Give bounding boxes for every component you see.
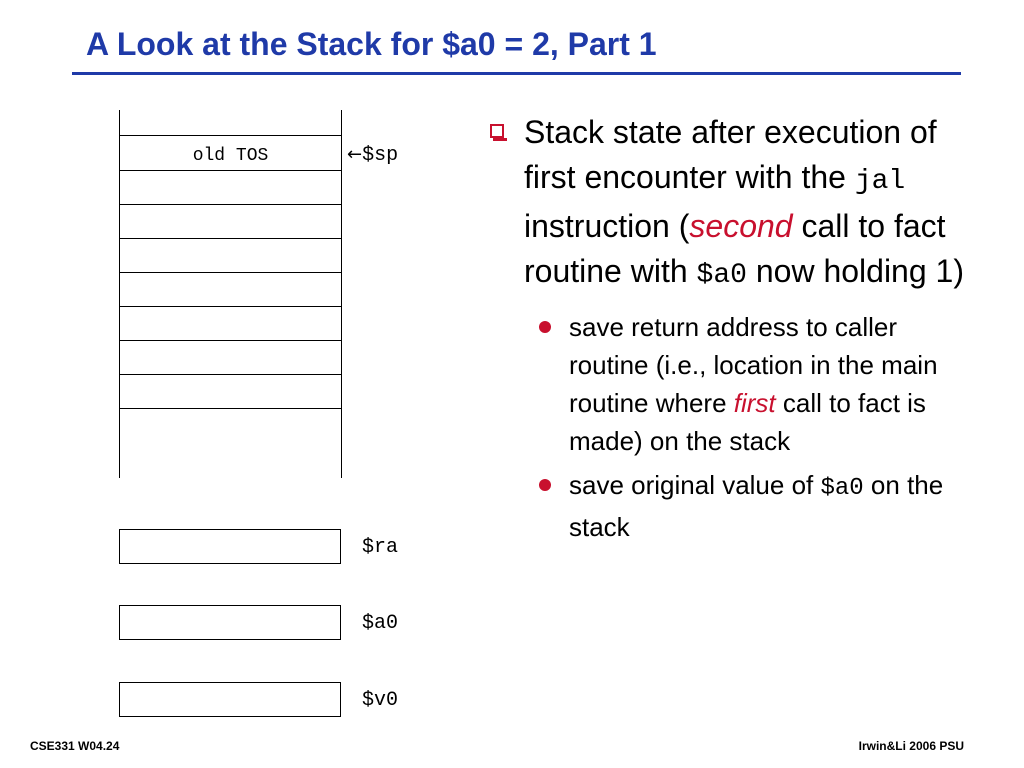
register-label-v0: $v0 bbox=[362, 689, 399, 712]
stack-cell-border bbox=[120, 238, 341, 239]
code-a0: $a0 bbox=[820, 475, 864, 502]
main-bullet-text: now holding 1) bbox=[746, 253, 964, 289]
main-bullet-text: call to fact routine with bbox=[524, 208, 946, 289]
stack-diagram bbox=[119, 110, 342, 478]
stack-cell-border bbox=[120, 374, 341, 375]
stack-cell-border bbox=[120, 135, 341, 136]
round-bullet-icon bbox=[539, 479, 551, 491]
register-box-v0 bbox=[119, 682, 341, 717]
sub-bullet-list bbox=[533, 308, 988, 546]
sub-bullet bbox=[533, 308, 979, 460]
sub-bullet-text: save original value of bbox=[569, 470, 821, 500]
code-jal: jal bbox=[854, 166, 906, 197]
stack-cell-border bbox=[120, 306, 341, 307]
slide-body bbox=[488, 110, 988, 552]
square-bullet-icon bbox=[490, 124, 504, 138]
emphasis-first: first bbox=[733, 388, 776, 418]
main-bullet-text: Stack state after execution of first encounter with the bbox=[524, 114, 937, 195]
sub-bullet-text: save return address to caller routine (i.e., location in the main routine where bbox=[569, 312, 938, 418]
sub-bullet-text: call to fact is made) on the stack bbox=[569, 388, 926, 456]
title-underline bbox=[72, 72, 961, 75]
slide-title: A Look at the Stack for $a0 = 2, Part 1 bbox=[86, 26, 657, 62]
round-bullet-icon bbox=[539, 321, 551, 333]
emphasis-second: second bbox=[689, 208, 793, 244]
sub-bullet-text: on the stack bbox=[569, 470, 944, 542]
left-arrow-icon: ← bbox=[347, 144, 363, 165]
footer-credit: Irwin&Li 2006 PSU bbox=[858, 739, 964, 753]
stack-pointer-label bbox=[347, 144, 398, 167]
register-label-a0: $a0 bbox=[362, 612, 399, 635]
stack-cell-border bbox=[120, 340, 341, 341]
sp-register-name: $sp bbox=[362, 144, 399, 167]
stack-cell-border bbox=[120, 170, 341, 171]
footer-course: CSE331 W04.24 bbox=[30, 739, 120, 753]
main-bullet bbox=[488, 110, 984, 298]
register-box-a0 bbox=[119, 605, 341, 640]
stack-cell-border bbox=[120, 272, 341, 273]
sub-bullet bbox=[533, 466, 979, 546]
stack-cell-old-tos: old TOS bbox=[192, 146, 269, 166]
register-label-ra: $ra bbox=[362, 536, 399, 559]
main-bullet-text: instruction ( bbox=[524, 208, 690, 244]
register-box-ra bbox=[119, 529, 341, 564]
stack-cell-border bbox=[120, 204, 341, 205]
code-a0: $a0 bbox=[696, 260, 747, 291]
stack-cell-border bbox=[120, 408, 341, 409]
